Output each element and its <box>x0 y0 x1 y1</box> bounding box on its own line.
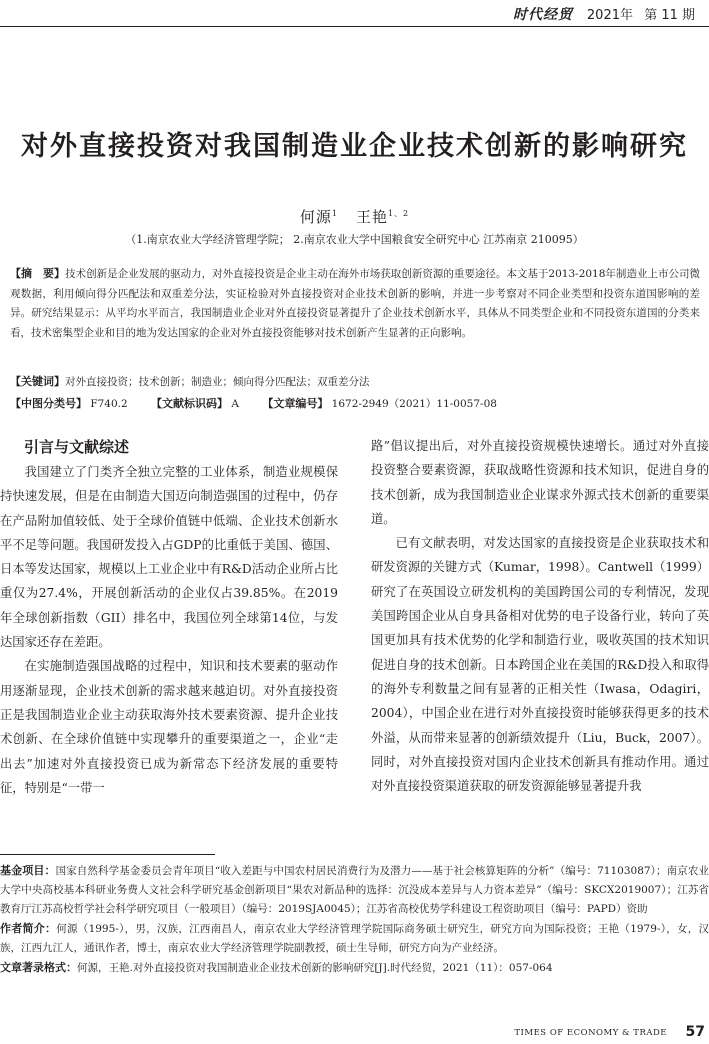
clc-value: F740.2 <box>90 398 128 410</box>
citation-text: 何源，王艳.对外直接投资对我国制造业企业技术创新的影响研究[J].时代经贸，2021（11）：057-064 <box>77 962 553 974</box>
issue-number: 第 11 期 <box>644 8 695 23</box>
author-bio-label: 作者简介： <box>0 922 57 935</box>
running-header <box>0 0 709 26</box>
author-bio-note <box>0 919 709 958</box>
keywords-text: 对外直接投资；技术创新；制造业；倾向得分匹配法；双重差分法 <box>65 376 370 388</box>
author-name: 王艳 <box>355 208 388 226</box>
funding-text: 国家自然科学基金委员会青年项目“收入差距与中国农村居民消费行为及潜力——基于社会核算矩阵的分析”（编号：71103087）；南京农业大学中央高校基本科研业务费人文社会科学研究基金创新项目“果农对新品种的选择：沉没成本差异与人力资本差异”（编号：SKCX2019007）；江苏省教育厅江苏高校哲学社会科学研究项目（一般项目）（编号：2019SJA0045）；江苏省高校优势学科建设工程资助项目（编号：PAPD）资助 <box>0 865 709 915</box>
issue-year: 2021年 <box>586 8 633 23</box>
body-column-right <box>371 434 709 798</box>
affiliation: （1.南京农业大学经济管理学院； 2.南京农业大学中国粮食安全研究中心 江苏南京 210095） <box>125 233 584 246</box>
article-number-value: 1672-2949（2021）11-0057-08 <box>331 398 497 410</box>
author-line <box>0 206 709 227</box>
body-paragraph: 路”倡议提出后，对外直接投资规模快速增长。通过对外直接投资整合要素资源，获取战略性资源和技术知识，促进自身的技术创新，成为我国制造业企业谋求外源式技术创新的重要渠道。 <box>371 439 709 526</box>
abstract-text: 技术创新是企业发展的驱动力，对外直接投资是企业主动在海外市场获取创新资源的重要途径。本文基于2013-2018年制造业上市公司微观数据，利用倾向得分匹配法和双重差分法，实证检验对外直接投资对企业技术创新的影响，并进一步考察对不同企业类型和投资东道国影响的差异。研究结果显示：从平均水平而言，我国制造业企业对外直接投资显著提升了企业技术创新水平，具体从不同类型企业和不同投资东道国的分类来看，技术密集型企业和目的地为发达国家的企业对外直接投资能够对技术创新产生显著的正向影响。 <box>10 268 700 339</box>
article-number-label: 【文章编号】 <box>262 397 329 410</box>
header-rule <box>0 26 709 27</box>
funding-label: 基金项目： <box>0 864 56 877</box>
keywords <box>10 374 370 390</box>
footnote-rule <box>0 854 215 855</box>
section-heading: 引言与文献综述 <box>24 438 130 456</box>
body-column-left <box>0 434 338 800</box>
author-affil-mark: 1 <box>331 209 338 218</box>
journal-name-en: TIMES OF ECONOMY & TRADE <box>514 1028 667 1038</box>
page-number: 57 <box>685 1024 705 1040</box>
classification-line <box>10 396 700 412</box>
body-paragraph: 在实施制造强国战略的过程中，知识和技术要素的驱动作用逐渐显现，企业技术创新的需求越来越迫切。对外直接投资正是我国制造业企业主动获取海外技术要素资源、提升企业技术创新、在全球价值链中实现攀升的重要渠道之一，企业“走出去”加速对外直接投资已成为新常态下经济发展的重要特征，特别是“一带一 <box>0 659 338 795</box>
abstract <box>10 264 700 343</box>
author-bio-text: 何源（1995-），男，汉族，江西南昌人，南京农业大学经济管理学院国际商务硕士研究生，研究方向为国际投资；王艳（1979-），女，汉族，江西九江人，通讯作者，博士，南京农业大学经济管理学院副教授，硕士生导师，研究方向为产业经济。 <box>0 923 709 954</box>
author-affil-mark: 1、2 <box>387 209 410 218</box>
abstract-label: 【摘 要】 <box>10 267 66 280</box>
citation-note <box>0 958 709 978</box>
article-title: 对外直接投资对我国制造业企业技术创新的影响研究 <box>21 131 688 162</box>
clc-label: 【中图分类号】 <box>10 397 87 410</box>
author-name: 何源 <box>299 208 332 226</box>
body-paragraph: 已有文献表明，对发达国家的直接投资是企业获取技术和研发资源的关键方式（Kumar，1998）。Cantwell（1999）研究了在英国设立研发机构的美国跨国公司的专利情况，发现美国跨国企业从自身具备相对优势的电子设备行业，转向了英国更加具有技术优势的化学和制造行业，吸收英国的技术知识促进自身的技术创新。日本跨国企业在美国的R&D投入和取得的海外专利数量之间有显著的正相关性（Iwasa，Odagiri，2004），中国企业在进行对外直接投资时能够获得更多的技术外溢，从而带来显著的创新绩效提升（Liu，Buck，2007）。同时，对外直接投资对国内企业技术创新具有推动作用。通过对外直接投资渠道获取的研发资源能够显著提升我 <box>371 536 709 794</box>
body-paragraph: 我国建立了门类齐全独立完整的工业体系，制造业规模保持快速发展，但是在由制造大国迈向制造强国的过程中，仍存在产品附加值较低、处于全球价值链中低端、企业技术创新水平不足等问题。我国研发投入占GDP的比重低于美国、德国、日本等发达国家，规模以上工业企业中有R&D活动企业所占比重仅为27.4%，开展创新活动的企业仅占39.85%。在2019年全球创新指数（GII）排名中，我国位列全球第14位，与发达国家还存在差距。 <box>0 465 338 650</box>
journal-name: 时代经贸 <box>513 7 573 23</box>
doc-code-label: 【文献标识码】 <box>151 397 229 410</box>
doc-code-value: A <box>231 398 239 410</box>
citation-label: 文章著录格式： <box>0 961 77 974</box>
footnotes <box>0 861 709 978</box>
running-footer <box>0 1024 709 1044</box>
funding-note <box>0 861 709 919</box>
keywords-label: 【关键词】 <box>10 375 65 388</box>
